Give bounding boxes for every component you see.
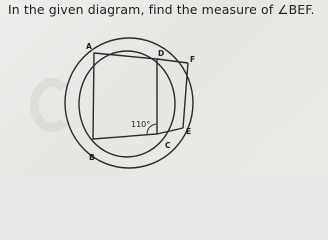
point-label-e: E bbox=[186, 127, 192, 136]
large-circle bbox=[65, 38, 196, 168]
line-DF bbox=[157, 59, 188, 63]
point-label-a: A bbox=[86, 42, 92, 51]
point-label-f: F bbox=[190, 55, 196, 64]
point-label-d: D bbox=[158, 49, 165, 58]
point-label-b: B bbox=[89, 153, 95, 162]
question-text: In the given diagram, find the measure of ∠BEF. bbox=[8, 2, 315, 17]
point-label-c: C bbox=[165, 141, 171, 150]
angle-label-110: 110° bbox=[131, 120, 151, 129]
